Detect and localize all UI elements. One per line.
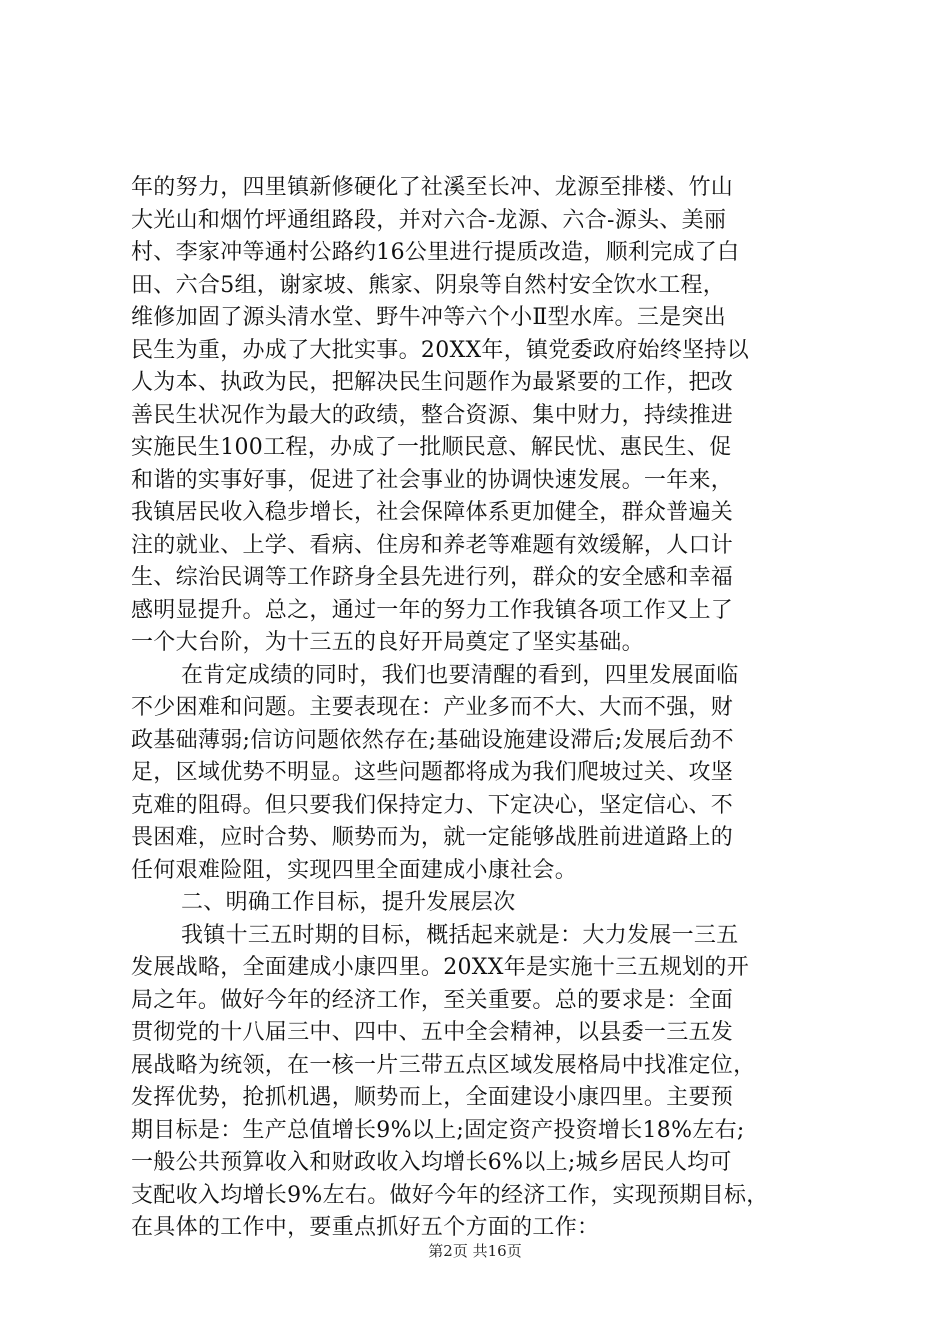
text-line: 维修加固了源头清水堂、野牛冲等六个小Ⅱ型水库。三是突出 [131,305,727,330]
text-line: 村、李家冲等通村公路约16公里进行提质改造，顺利完成了白 [131,240,740,265]
text-line: 发挥优势，抢抓机遇，顺势而上，全面建设小康四里。主要预 [131,1085,734,1110]
text-line: 实施民生100工程，办成了一批顺民意、解民忧、惠民生、促 [131,435,732,460]
text-line: 年的努力，四里镇新修硬化了社溪至长冲、龙源至排楼、竹山 [131,175,734,200]
text-line: 大光山和烟竹坪通组路段，并对六合-龙源、六合-源头、美丽 [131,207,727,233]
paragraph-start-line: 在肯定成绩的同时，我们也要清醒的看到，四里发展面临 [181,662,739,688]
text-line: 一个大台阶，为十三五的良好开局奠定了坚实基础。 [131,630,644,655]
text-line: 克难的阻碍。但只要我们保持定力、下定决心，坚定信心、不 [131,792,734,818]
text-line: 和谐的实事好事，促进了社会事业的协调快速发展。一年来， [131,467,734,493]
text-line: 发展战略，全面建成小康四里。20XX年是实施十三五规划的开 [131,955,750,980]
text-line: 局之年。做好今年的经济工作，至关重要。总的要求是：全面 [131,987,734,1013]
text-line: 田、六合5组，谢家坡、熊家、阴泉等自然村安全饮水工程， [131,272,726,298]
text-line: 政基础薄弱;信访问题依然存在;基础设施建设滞后;发展后劲不 [131,727,734,753]
text-line: 期目标是：生产总值增长9%以上;固定资产投资增长18%左右; [131,1117,745,1143]
page-number-footer: 第2页 共16页 [428,1242,522,1260]
text-line: 任何艰难险阻，实现四里全面建成小康社会。 [131,857,578,883]
text-line: 足，区域优势不明显。这些问题都将成为我们爬坡过关、攻坚 [131,760,734,785]
paragraph-start-line: 我镇十三五时期的目标，概括起来就是：大力发展一三五 [181,922,739,948]
text-line: 在具体的工作中，要重点抓好五个方面的工作： [131,1215,600,1240]
section-heading: 二、明确工作目标，提升发展层次 [181,890,516,915]
text-line: 畏困难，应时合势、顺势而为，就一定能够战胜前进道路上的 [131,825,734,850]
text-line: 我镇居民收入稳步增长，社会保障体系更加健全，群众普遍关 [131,500,734,525]
text-line: 不少困难和问题。主要表现在：产业多而不大、大而不强，财 [131,695,734,720]
text-line: 善民生状况作为最大的政绩，整合资源、集中财力，持续推进 [131,402,734,428]
body-text [131,172,831,1245]
text-line: 民生为重，办成了大批实事。20XX年，镇党委政府始终坚持以 [131,337,750,363]
text-line: 展战略为统领，在一核一片三带五点区域发展格局中找准定位， [131,1052,756,1078]
text-line: 生、综治民调等工作跻身全县先进行列，群众的安全感和幸福 [131,565,734,590]
text-line: 人为本、执政为民，把解决民生问题作为最紧要的工作，把改 [131,370,734,395]
text-line: 一般公共预算收入和财政收入均增长6%以上;城乡居民人均可 [131,1150,732,1175]
text-line: 支配收入均增长9%左右。做好今年的经济工作，实现预期目标， [131,1182,769,1208]
text-line: 注的就业、上学、看病、住房和养老等难题有效缓解，人口计 [131,532,734,558]
text-line: 感明显提升。总之，通过一年的努力工作我镇各项工作又上了 [131,597,734,623]
text-line: 贯彻党的十八届三中、四中、五中全会精神，以县委一三五发 [131,1020,734,1045]
